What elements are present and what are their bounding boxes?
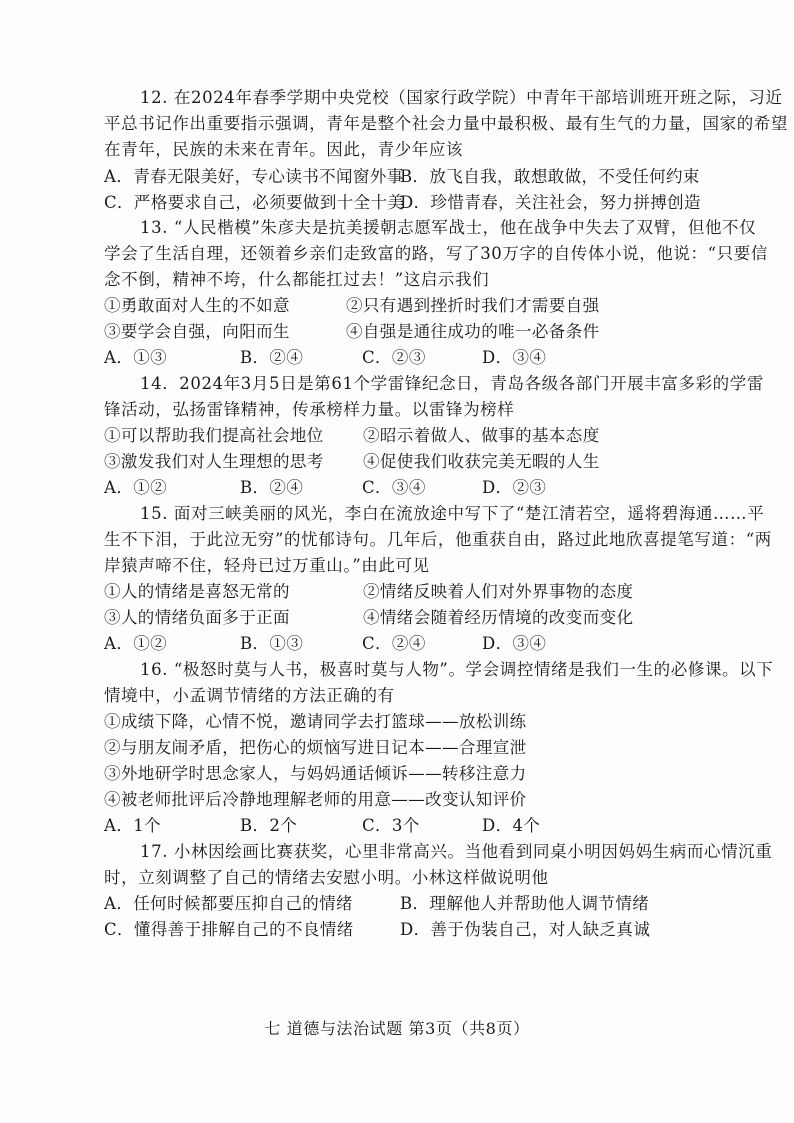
q13-option-b: B．②④ [240,348,304,367]
q15-line-2: 生不下泪，于此泣无穷”的忧郁诗句。几年后，他重获自由，路过此地欣喜提笔写道：“两 [104,530,772,549]
q15-option-d: D．③④ [482,634,547,653]
q12-line-2: 平总书记作出重要指示强调，青年是整个社会力量中最积极、最有生气的力量，国家的希望 [104,114,788,133]
q15-item-3: ③人的情绪负面多于正面 [104,608,290,627]
q15-line-3: 岸猿声啼不住，轻舟已过万重山。”由此可见 [104,556,430,575]
q14-line-1: 14．2024年3月5日是第61个学雷锋纪念日，青岛各级各部门开展丰富多彩的学雷 [140,374,764,393]
q15-item-1: ①人的情绪是喜怒无常的 [104,582,290,601]
q16-option-a: A．1个 [104,816,162,835]
q16-item-4: ④被老师批评后冷静地理解老师的用意——改变认知评价 [104,790,527,809]
q16-option-b: B．2个 [240,816,298,835]
q16-item-3: ③外地研学时思念家人，与妈妈通话倾诉——转移注意力 [104,764,527,783]
q13-item-1: ①勇敢面对人生的不如意 [104,296,290,315]
q15-item-2: ②情绪反映着人们对外界事物的态度 [363,582,634,601]
q16-option-d: D．4个 [482,816,541,835]
q17-option-c: C．懂得善于排解自己的不良情绪 [104,920,354,939]
page-footer: 七 道德与法治试题 第3页（共8页） [264,1019,530,1038]
q16-option-c: C．3个 [362,816,420,835]
q15-line-1: 15. 面对三峡美丽的风光，李白在流放途中写下了“楚江清若空，遥将碧海通……平 [140,504,765,523]
q17-option-a: A．任何时候都要压抑自己的情绪 [104,894,353,913]
q12-option-a: A．青春无限美好，专心读书不闻窗外事 [104,167,404,186]
q12-option-c: C．严格要求自己，必须要做到十全十美 [104,193,405,212]
q15-option-a: A．①② [104,634,168,653]
q12-option-d: D．珍惜青春，关注社会，努力拼搏创造 [400,193,701,212]
q12-line-3: 在青年，民族的未来在青年。因此，青少年应该 [104,140,464,159]
q14-item-2: ②昭示着做人、做事的基本态度 [363,426,600,445]
q15-option-b: B．①③ [240,634,304,653]
q16-item-2: ②与朋友闹矛盾，把伤心的烦恼写进日记本——合理宣泄 [104,738,527,757]
q14-line-2: 锋活动，弘扬雷锋精神，传承榜样力量。以雷锋为榜样 [104,400,515,419]
q12-option-b: B．放飞自我，敢想敢做，不受任何约束 [400,167,700,186]
q15-item-4: ④情绪会随着经历情境的改变而变化 [363,608,634,627]
q13-option-d: D．③④ [482,348,547,367]
q16-line-1: 16. “极怒时莫与人书，极喜时莫与人物”。学会调控情绪是我们一生的必修课。以下 [140,660,774,679]
q13-item-2: ②只有遇到挫折时我们才需要自强 [346,296,600,315]
q17-line-2: 时，立刻调整了自己的情绪去安慰小明。小林这样做说明他 [104,868,549,887]
q14-item-1: ①可以帮助我们提高社会地位 [104,426,324,445]
q17-option-b: B．理解他人并帮助他人调节情绪 [400,894,650,913]
q14-option-a: A．①② [104,478,168,497]
q12-line-1: 12. 在2024年春季学期中央党校（国家行政学院）中青年干部培训班开班之际，习近 [140,88,783,107]
q13-option-a: A．①③ [104,348,168,367]
q13-line-3: 念不倒，精神不垮，什么都能扛过去！”这启示我们 [104,270,490,289]
q14-option-b: B．②④ [240,478,304,497]
q14-option-c: C．③④ [362,478,426,497]
q13-line-1: 13. “人民楷模”朱彦夫是抗美援朝志愿军战士，他在战争中失去了双臂，但他不仅 [140,218,757,237]
q13-line-2: 学会了生活自理，还领着乡亲们走致富的路，写了30万字的自传体小说，他说：“只要信 [104,244,768,263]
q13-item-3: ③要学会自强，向阳而生 [104,322,290,341]
q17-line-1: 17. 小林因绘画比赛获奖，心里非常高兴。当他看到同桌小明因妈妈生病而心情沉重 [140,842,773,861]
q14-option-d: D．②③ [482,478,547,497]
q14-item-4: ④促使我们收获完美无暇的人生 [363,452,600,471]
q14-item-3: ③激发我们对人生理想的思考 [104,452,324,471]
q15-option-c: C．②④ [362,634,426,653]
q13-option-c: C．②③ [362,348,426,367]
q16-item-1: ①成绩下降，心情不悦，邀请同学去打篮球——放松训练 [104,712,527,731]
q16-line-2: 情境中，小孟调节情绪的方法正确的有 [104,686,395,705]
q13-item-4: ④自强是通往成功的唯一必备条件 [346,322,600,341]
q17-option-d: D．善于伪装自己，对人缺乏真诚 [400,920,651,939]
